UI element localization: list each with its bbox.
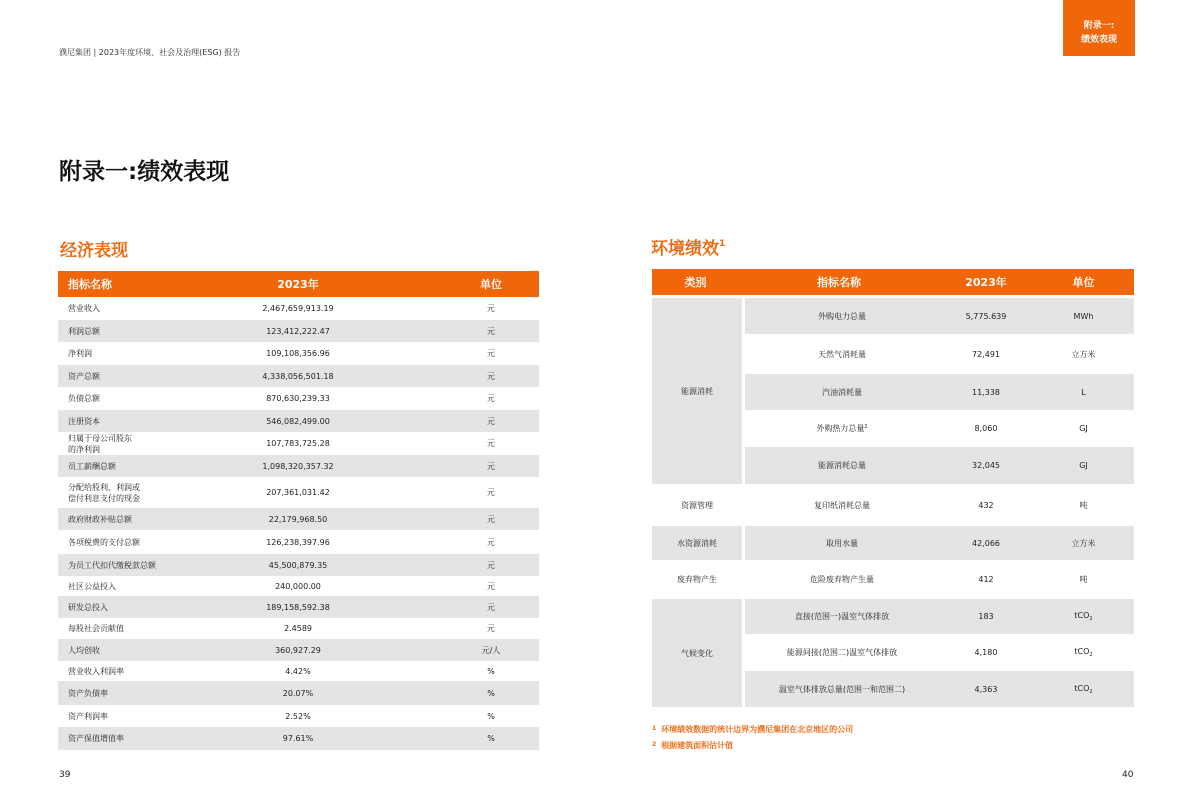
indicator-unit: %: [487, 711, 495, 721]
indicator-name-text: 危险废弃物产生量: [810, 575, 874, 584]
indicator-unit: 元: [487, 488, 495, 497]
table-row: [58, 342, 539, 365]
category-rows: [745, 487, 1134, 523]
indicator-name: 负债总额: [68, 394, 100, 403]
table-row: [58, 576, 539, 596]
indicator-unit: %: [487, 688, 495, 698]
indicator-unit: 元: [487, 371, 495, 381]
indicator-unit: 元: [487, 439, 495, 448]
unit-text: tCO: [1074, 683, 1090, 693]
indicator-value: 4,180: [974, 648, 998, 657]
indicator-value: 72,491: [972, 349, 1000, 359]
table-row: [58, 432, 539, 455]
indicator-name: [745, 684, 939, 695]
indicator-name-text: 天然气消耗量: [818, 349, 866, 359]
indicator-value: 42,066: [972, 538, 1000, 548]
page-number-left: 39: [59, 770, 71, 780]
indicator-value: 4.42%: [285, 666, 311, 676]
indicator-name: 净利润: [68, 349, 92, 358]
indicator-unit: 元: [487, 602, 495, 612]
indicator-value: 11,338: [972, 387, 1000, 397]
table-row: [58, 387, 539, 410]
indicator-name-text: 外购热力总量: [816, 424, 865, 433]
indicator-value: 189,158,592.38: [266, 602, 330, 612]
indicator-unit: 元: [487, 304, 495, 313]
indicator-unit: [1033, 500, 1134, 511]
indicator-name: 营业收入: [68, 304, 100, 313]
indicator-name: 各项税费的支付总额: [68, 537, 140, 547]
indicator-unit: %: [487, 666, 495, 676]
indicator-value: 45,500,879.35: [268, 560, 328, 570]
unit-subscript: 2: [1089, 616, 1093, 622]
header-indicator: 指标名称: [817, 276, 861, 289]
indicator-unit: [1033, 684, 1134, 695]
indicator-name-text: 汽油消耗量: [822, 387, 862, 397]
unit-text: tCO: [1074, 647, 1090, 656]
indicator-unit: [1033, 349, 1134, 360]
indicator-name: [745, 311, 939, 322]
indicator-unit: 元: [487, 624, 495, 633]
indicator-unit: [1033, 647, 1134, 658]
indicator-unit: 元: [487, 349, 495, 358]
table-row: [58, 297, 539, 320]
footnote-number: 2: [652, 741, 657, 748]
indicator-name: 员工薪酬总额: [68, 461, 116, 471]
economic-section-title: 经济表现: [60, 241, 128, 261]
indicator-name: [745, 647, 939, 658]
indicator-name: 归属于母公司股东 的净利润: [68, 433, 132, 454]
table-row: [745, 447, 1134, 484]
indicator-value: 240,000.00: [275, 581, 321, 591]
unit-text: 吨: [1079, 575, 1088, 584]
indicator-name-text: 温室气体排放总量(范围一和范围二): [778, 684, 906, 694]
table-row: [58, 508, 539, 530]
table-row: [58, 727, 539, 750]
indicator-name-text: 直接(范围一)温室气体排放: [794, 612, 890, 621]
indicator-name: 资产负债率: [68, 688, 108, 698]
indicator-value: 870,630,239.33: [266, 394, 330, 403]
indicator-name: 资产利润率: [68, 711, 108, 721]
environment-title-text: 环境绩效: [651, 239, 719, 259]
category-rows: [745, 298, 1134, 484]
indicator-value: 107,783,725.28: [266, 439, 330, 448]
indicator-name: 政府财政补贴总额: [68, 514, 132, 524]
environment-table: [652, 269, 1134, 707]
table-row: [58, 681, 539, 705]
indicator-value: 8,060: [974, 424, 998, 433]
indicator-value: 20.07%: [282, 688, 314, 698]
category-cell: 水资源消耗: [652, 526, 742, 560]
economic-table: [58, 271, 539, 750]
footnote-2: [652, 740, 733, 751]
header-year: 2023年: [965, 276, 1007, 289]
unit-text: MWh: [1073, 311, 1094, 321]
indicator-name-text: 取用水量: [826, 538, 858, 548]
table-row: [58, 661, 539, 681]
section-tab-line2: 绩效表现: [1080, 35, 1117, 45]
indicator-unit: [1033, 424, 1134, 433]
table-row: [58, 705, 539, 727]
table-row: [745, 526, 1134, 560]
table-row: [745, 334, 1134, 374]
indicator-unit: 元/人: [481, 645, 501, 655]
page-title: 附录一:绩效表现: [59, 159, 230, 185]
indicator-value: 546,082,499.00: [266, 416, 330, 426]
indicator-name: 利润总额: [68, 326, 100, 336]
category-group: [652, 295, 1134, 484]
indicator-name-text: 外购电力总量: [818, 311, 866, 321]
indicator-value: 2.4589: [284, 624, 312, 633]
indicator-unit: [1033, 461, 1134, 470]
environment-table-body: [652, 295, 1134, 707]
indicator-value: 4,363: [974, 684, 998, 694]
footnote-text: 环境绩效数据的统计边界为濮尼集团在北京地区的公司: [661, 725, 854, 734]
indicator-unit: [1033, 312, 1134, 321]
indicator-unit: 元: [487, 416, 495, 426]
indicator-value: 412: [978, 575, 994, 584]
category-group: [652, 484, 1134, 523]
indicator-name: 注册资本: [68, 416, 100, 426]
table-row: [58, 596, 539, 618]
indicator-value: 432: [978, 500, 994, 510]
section-tab-line1: 附录一:: [1083, 21, 1115, 31]
unit-subscript: 2: [1089, 688, 1093, 695]
indicator-value: 183: [978, 612, 994, 621]
indicator-name: 人均创收: [68, 645, 100, 655]
category-group: [652, 523, 1134, 560]
table-row: [745, 298, 1134, 334]
indicator-name: 营业收入利润率: [68, 666, 124, 676]
table-row: [745, 410, 1134, 447]
unit-text: 吨: [1079, 500, 1088, 510]
indicator-name-text: 能源间接(范围二)温室气体排放: [786, 648, 898, 657]
indicator-name: [745, 611, 939, 622]
indicator-unit: 元: [487, 581, 495, 591]
category-rows: [745, 563, 1134, 596]
indicator-name: 资产保值增值率: [68, 734, 124, 743]
indicator-unit: 元: [487, 394, 495, 403]
footnote-mark: 2: [864, 424, 868, 430]
report-header: 濮尼集团 | 2023年度环境、社会及治理(ESG) 报告: [59, 48, 241, 57]
indicator-value: 1,098,320,357.32: [262, 461, 334, 471]
footnote-number: 1: [652, 725, 657, 732]
indicator-name: [745, 349, 939, 360]
category-group: [652, 560, 1134, 596]
indicator-name: [745, 538, 939, 549]
category-cell: 废弃物产生: [652, 563, 742, 596]
header-year: 2023年: [277, 278, 319, 291]
indicator-name: 每股社会贡献值: [68, 624, 124, 633]
unit-text: 立方米: [1071, 349, 1096, 359]
table-row: [58, 618, 539, 639]
indicator-value: 126,238,397.96: [266, 537, 330, 547]
environment-title-footnote-mark: 1: [719, 239, 726, 249]
table-row: [58, 477, 539, 508]
indicator-name: 研发总投入: [68, 602, 108, 612]
table-row: [58, 320, 539, 342]
header-unit: 单位: [480, 278, 502, 291]
indicator-value: 2,467,659,913.19: [262, 304, 334, 313]
header-indicator: 指标名称: [68, 278, 112, 291]
category-cell: 资源管理: [652, 487, 742, 523]
indicator-unit: [1033, 574, 1134, 585]
indicator-unit: 元: [487, 461, 495, 471]
page-number-right: 40: [1122, 770, 1134, 780]
indicator-name: 资产总额: [68, 371, 100, 381]
table-row: [745, 671, 1134, 707]
unit-text: L: [1081, 387, 1086, 397]
category-group: [652, 596, 1134, 707]
indicator-value: 109,108,356.96: [266, 349, 330, 358]
indicator-unit: 元: [487, 537, 495, 547]
category-rows: [745, 599, 1134, 707]
indicator-unit: [1033, 388, 1134, 397]
indicator-unit: [1033, 538, 1134, 549]
table-row: [745, 374, 1134, 410]
table-row: [58, 639, 539, 661]
table-row: [745, 487, 1134, 523]
category-rows: [745, 526, 1134, 560]
indicator-name: [745, 500, 939, 511]
table-row: [745, 563, 1134, 596]
indicator-name: 社区公益投入: [68, 581, 116, 591]
environment-section-title: [651, 234, 725, 259]
header-category: 类别: [684, 276, 707, 289]
table-row: [58, 410, 539, 432]
indicator-value: 4,338,056,501.18: [262, 371, 334, 381]
unit-text: tCO: [1074, 611, 1090, 620]
header-unit: 单位: [1072, 276, 1095, 289]
indicator-value: 5,775.639: [965, 311, 1007, 321]
category-cell: 能源消耗: [652, 298, 742, 484]
indicator-unit: %: [487, 734, 495, 743]
section-tab[interactable]: [1063, 0, 1135, 56]
footnote-1: [652, 724, 853, 735]
indicator-value: 360,927.29: [275, 645, 321, 655]
indicator-name: [745, 460, 939, 471]
table-row: [58, 365, 539, 387]
indicator-value: 22,179,968.50: [268, 514, 328, 524]
table-row: [58, 530, 539, 554]
indicator-value: 207,361,031.42: [266, 488, 330, 497]
indicator-name: 为员工代扣代缴税款总额: [68, 560, 156, 570]
table-row: [745, 634, 1134, 671]
indicator-name: [745, 574, 939, 585]
table-row: [58, 554, 539, 576]
unit-text: GJ: [1079, 461, 1088, 470]
economic-table-header: [58, 271, 539, 297]
indicator-value: 97.61%: [282, 734, 314, 743]
footnote-text: 根据建筑面积估计值: [661, 741, 734, 750]
environment-table-header: [652, 269, 1134, 295]
indicator-name: 分配给股利、利润或 偿付利息支付的现金: [68, 482, 140, 503]
indicator-name-text: 复印纸消耗总量: [814, 500, 870, 510]
indicator-name-text: 能源消耗总量: [818, 461, 866, 470]
table-row: [58, 455, 539, 477]
unit-text: 立方米: [1071, 538, 1096, 548]
indicator-name: [745, 423, 939, 434]
category-cell: 气候变化: [652, 599, 742, 707]
indicator-unit: 元: [487, 560, 495, 570]
table-row: [745, 599, 1134, 634]
indicator-unit: 元: [487, 514, 495, 524]
indicator-unit: 元: [487, 326, 495, 336]
indicator-value: 32,045: [972, 461, 1000, 470]
indicator-name: [745, 387, 939, 398]
unit-text: GJ: [1079, 424, 1088, 433]
indicator-value: 2.52%: [285, 711, 311, 721]
indicator-value: 123,412,222.47: [266, 326, 330, 336]
unit-subscript: 2: [1089, 652, 1093, 658]
economic-table-body: [58, 297, 539, 750]
indicator-unit: [1033, 611, 1134, 622]
